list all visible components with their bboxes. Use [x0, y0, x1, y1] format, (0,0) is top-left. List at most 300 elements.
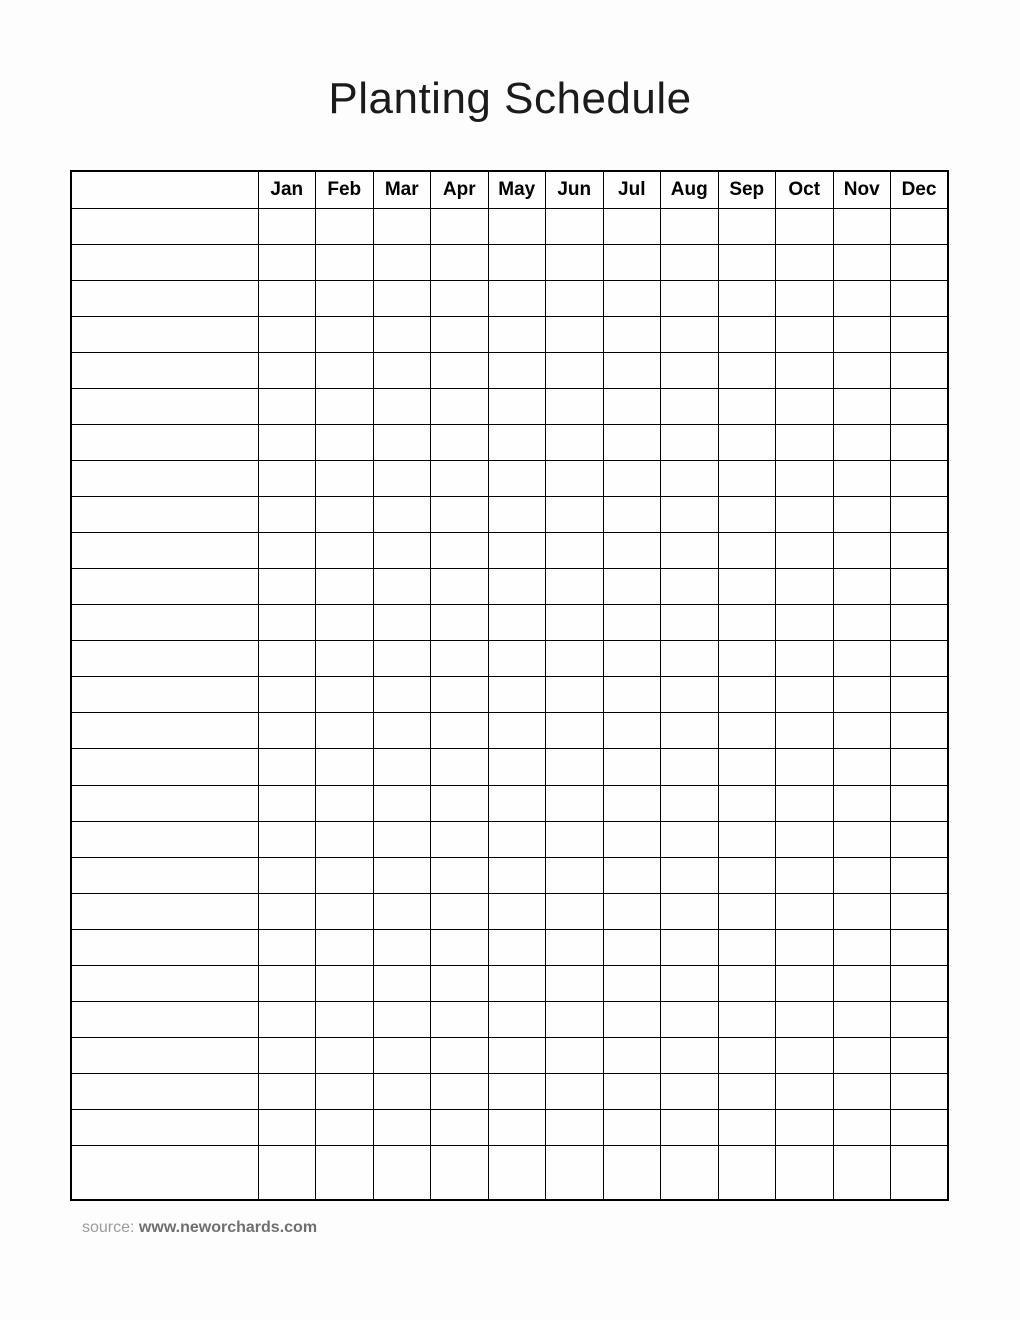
schedule-cell-jul — [603, 533, 661, 569]
schedule-cell-jan — [258, 388, 316, 424]
schedule-cell-jan — [258, 1001, 316, 1037]
schedule-cell-feb — [316, 785, 374, 821]
table-row — [71, 893, 948, 929]
schedule-cell-jan — [258, 929, 316, 965]
schedule-cell-feb — [316, 821, 374, 857]
schedule-cell-mar — [373, 460, 431, 496]
schedule-cell-jan — [258, 460, 316, 496]
schedule-cell-nov — [833, 460, 891, 496]
plant-name-cell — [71, 533, 258, 569]
schedule-cell-jun — [546, 388, 604, 424]
schedule-cell-apr — [431, 677, 489, 713]
schedule-cell-dec — [891, 1037, 949, 1073]
schedule-cell-nov — [833, 605, 891, 641]
schedule-cell-mar — [373, 1037, 431, 1073]
schedule-cell-nov — [833, 929, 891, 965]
plant-name-cell — [71, 1146, 258, 1200]
schedule-cell-oct — [776, 244, 834, 280]
schedule-cell-sep — [718, 1146, 776, 1200]
schedule-cell-may — [488, 244, 546, 280]
schedule-cell-apr — [431, 316, 489, 352]
header-row — [71, 171, 948, 208]
schedule-cell-jul — [603, 1074, 661, 1110]
schedule-cell-aug — [661, 677, 719, 713]
schedule-cell-sep — [718, 280, 776, 316]
schedule-cell-nov — [833, 641, 891, 677]
schedule-cell-jan — [258, 208, 316, 244]
table-body — [71, 208, 948, 1200]
schedule-cell-nov — [833, 497, 891, 533]
schedule-cell-mar — [373, 641, 431, 677]
schedule-cell-apr — [431, 1146, 489, 1200]
schedule-cell-may — [488, 388, 546, 424]
schedule-cell-may — [488, 929, 546, 965]
plant-name-cell — [71, 965, 258, 1001]
schedule-cell-jul — [603, 605, 661, 641]
schedule-cell-may — [488, 316, 546, 352]
schedule-cell-aug — [661, 1074, 719, 1110]
schedule-cell-feb — [316, 857, 374, 893]
schedule-cell-jun — [546, 929, 604, 965]
schedule-cell-apr — [431, 821, 489, 857]
table-row — [71, 1074, 948, 1110]
schedule-cell-feb — [316, 569, 374, 605]
schedule-cell-may — [488, 424, 546, 460]
schedule-cell-may — [488, 785, 546, 821]
plant-name-cell — [71, 352, 258, 388]
schedule-cell-sep — [718, 1074, 776, 1110]
schedule-cell-jul — [603, 929, 661, 965]
schedule-cell-dec — [891, 713, 949, 749]
table-row — [71, 929, 948, 965]
schedule-cell-sep — [718, 893, 776, 929]
schedule-cell-feb — [316, 1037, 374, 1073]
schedule-cell-sep — [718, 965, 776, 1001]
schedule-cell-feb — [316, 1001, 374, 1037]
schedule-cell-aug — [661, 965, 719, 1001]
schedule-cell-jan — [258, 1074, 316, 1110]
schedule-cell-jun — [546, 785, 604, 821]
schedule-cell-apr — [431, 460, 489, 496]
schedule-cell-jun — [546, 497, 604, 533]
schedule-cell-sep — [718, 713, 776, 749]
schedule-cell-mar — [373, 893, 431, 929]
schedule-cell-aug — [661, 713, 719, 749]
schedule-cell-jun — [546, 569, 604, 605]
schedule-cell-apr — [431, 388, 489, 424]
schedule-cell-apr — [431, 785, 489, 821]
schedule-cell-dec — [891, 821, 949, 857]
table-row — [71, 460, 948, 496]
schedule-cell-apr — [431, 857, 489, 893]
schedule-cell-aug — [661, 497, 719, 533]
schedule-cell-jun — [546, 1001, 604, 1037]
plant-name-cell — [71, 1037, 258, 1073]
plant-name-cell — [71, 460, 258, 496]
table-row — [71, 316, 948, 352]
table-row — [71, 713, 948, 749]
schedule-cell-mar — [373, 929, 431, 965]
plant-name-cell — [71, 388, 258, 424]
plant-name-cell — [71, 893, 258, 929]
month-header-dec: Dec — [891, 171, 949, 208]
schedule-cell-jun — [546, 424, 604, 460]
schedule-cell-mar — [373, 1110, 431, 1146]
schedule-cell-oct — [776, 569, 834, 605]
schedule-cell-aug — [661, 316, 719, 352]
schedule-cell-sep — [718, 244, 776, 280]
schedule-cell-nov — [833, 965, 891, 1001]
schedule-cell-may — [488, 352, 546, 388]
table-row — [71, 569, 948, 605]
schedule-cell-nov — [833, 244, 891, 280]
schedule-cell-sep — [718, 388, 776, 424]
schedule-cell-mar — [373, 244, 431, 280]
schedule-cell-jul — [603, 497, 661, 533]
schedule-cell-jul — [603, 1110, 661, 1146]
schedule-cell-mar — [373, 1146, 431, 1200]
schedule-cell-mar — [373, 569, 431, 605]
schedule-cell-nov — [833, 677, 891, 713]
schedule-cell-jun — [546, 821, 604, 857]
schedule-cell-jan — [258, 569, 316, 605]
schedule-cell-mar — [373, 1001, 431, 1037]
schedule-cell-dec — [891, 857, 949, 893]
schedule-cell-oct — [776, 857, 834, 893]
plant-name-cell — [71, 244, 258, 280]
schedule-cell-feb — [316, 641, 374, 677]
schedule-cell-jan — [258, 713, 316, 749]
schedule-cell-may — [488, 1146, 546, 1200]
schedule-cell-sep — [718, 1110, 776, 1146]
schedule-cell-apr — [431, 497, 489, 533]
schedule-cell-jan — [258, 893, 316, 929]
table-row — [71, 208, 948, 244]
schedule-cell-sep — [718, 857, 776, 893]
schedule-cell-feb — [316, 208, 374, 244]
schedule-cell-dec — [891, 533, 949, 569]
schedule-cell-aug — [661, 1037, 719, 1073]
schedule-cell-apr — [431, 352, 489, 388]
schedule-cell-apr — [431, 280, 489, 316]
schedule-cell-feb — [316, 1074, 374, 1110]
schedule-cell-jan — [258, 1037, 316, 1073]
table-row — [71, 749, 948, 785]
schedule-cell-may — [488, 208, 546, 244]
schedule-cell-dec — [891, 1074, 949, 1110]
table-row — [71, 244, 948, 280]
schedule-cell-nov — [833, 1146, 891, 1200]
schedule-cell-oct — [776, 677, 834, 713]
schedule-cell-may — [488, 821, 546, 857]
schedule-cell-may — [488, 677, 546, 713]
planting-schedule-table — [70, 170, 949, 1201]
schedule-cell-sep — [718, 821, 776, 857]
schedule-cell-jul — [603, 857, 661, 893]
table-row — [71, 857, 948, 893]
schedule-cell-may — [488, 1001, 546, 1037]
schedule-cell-jan — [258, 857, 316, 893]
schedule-cell-dec — [891, 641, 949, 677]
month-header-aug: Aug — [661, 171, 719, 208]
schedule-cell-jan — [258, 1146, 316, 1200]
schedule-cell-may — [488, 497, 546, 533]
schedule-cell-jan — [258, 424, 316, 460]
schedule-cell-jun — [546, 605, 604, 641]
table-row — [71, 641, 948, 677]
schedule-cell-sep — [718, 460, 776, 496]
schedule-cell-dec — [891, 497, 949, 533]
schedule-cell-mar — [373, 1074, 431, 1110]
plant-name-cell — [71, 929, 258, 965]
schedule-cell-jan — [258, 352, 316, 388]
schedule-cell-mar — [373, 424, 431, 460]
table-row — [71, 1110, 948, 1146]
schedule-cell-nov — [833, 352, 891, 388]
schedule-cell-jan — [258, 677, 316, 713]
table-row — [71, 1037, 948, 1073]
schedule-cell-jun — [546, 749, 604, 785]
schedule-cell-jul — [603, 280, 661, 316]
schedule-cell-apr — [431, 424, 489, 460]
schedule-cell-may — [488, 1037, 546, 1073]
schedule-cell-jun — [546, 280, 604, 316]
schedule-cell-dec — [891, 893, 949, 929]
month-header-oct: Oct — [776, 171, 834, 208]
schedule-cell-apr — [431, 1074, 489, 1110]
schedule-cell-dec — [891, 605, 949, 641]
schedule-cell-jan — [258, 641, 316, 677]
schedule-cell-jan — [258, 749, 316, 785]
schedule-cell-apr — [431, 533, 489, 569]
schedule-cell-feb — [316, 1146, 374, 1200]
schedule-cell-jul — [603, 965, 661, 1001]
schedule-cell-jan — [258, 316, 316, 352]
schedule-cell-mar — [373, 965, 431, 1001]
source-attribution — [82, 1217, 317, 1239]
table-row — [71, 352, 948, 388]
schedule-cell-dec — [891, 569, 949, 605]
schedule-cell-sep — [718, 605, 776, 641]
schedule-cell-oct — [776, 424, 834, 460]
schedule-cell-feb — [316, 352, 374, 388]
schedule-cell-apr — [431, 929, 489, 965]
schedule-cell-apr — [431, 1110, 489, 1146]
schedule-cell-jan — [258, 785, 316, 821]
schedule-cell-may — [488, 857, 546, 893]
schedule-cell-feb — [316, 244, 374, 280]
plant-name-cell — [71, 857, 258, 893]
schedule-cell-aug — [661, 244, 719, 280]
month-header-sep: Sep — [718, 171, 776, 208]
schedule-cell-aug — [661, 857, 719, 893]
schedule-cell-oct — [776, 929, 834, 965]
schedule-cell-jan — [258, 533, 316, 569]
plant-name-cell — [71, 677, 258, 713]
schedule-cell-may — [488, 1110, 546, 1146]
schedule-cell-jul — [603, 569, 661, 605]
schedule-cell-dec — [891, 460, 949, 496]
schedule-cell-feb — [316, 460, 374, 496]
schedule-cell-oct — [776, 208, 834, 244]
schedule-cell-feb — [316, 965, 374, 1001]
schedule-cell-jun — [546, 1074, 604, 1110]
schedule-cell-nov — [833, 316, 891, 352]
schedule-cell-apr — [431, 1001, 489, 1037]
plant-name-cell — [71, 208, 258, 244]
schedule-cell-oct — [776, 965, 834, 1001]
schedule-cell-may — [488, 460, 546, 496]
schedule-cell-nov — [833, 893, 891, 929]
plant-name-cell — [71, 641, 258, 677]
table-row — [71, 965, 948, 1001]
schedule-cell-dec — [891, 352, 949, 388]
schedule-cell-jun — [546, 352, 604, 388]
schedule-cell-aug — [661, 569, 719, 605]
schedule-cell-may — [488, 1074, 546, 1110]
schedule-cell-oct — [776, 280, 834, 316]
schedule-cell-oct — [776, 713, 834, 749]
schedule-cell-jul — [603, 821, 661, 857]
schedule-cell-aug — [661, 1110, 719, 1146]
schedule-cell-may — [488, 893, 546, 929]
schedule-cell-jan — [258, 280, 316, 316]
schedule-cell-aug — [661, 388, 719, 424]
schedule-cell-apr — [431, 749, 489, 785]
schedule-cell-apr — [431, 605, 489, 641]
schedule-cell-sep — [718, 785, 776, 821]
plant-name-cell — [71, 1074, 258, 1110]
schedule-cell-jun — [546, 533, 604, 569]
schedule-cell-aug — [661, 460, 719, 496]
schedule-cell-aug — [661, 893, 719, 929]
schedule-cell-dec — [891, 1110, 949, 1146]
schedule-cell-jun — [546, 460, 604, 496]
schedule-cell-dec — [891, 1146, 949, 1200]
schedule-cell-apr — [431, 965, 489, 1001]
schedule-cell-may — [488, 641, 546, 677]
plant-name-cell — [71, 316, 258, 352]
schedule-cell-oct — [776, 605, 834, 641]
schedule-cell-dec — [891, 929, 949, 965]
schedule-cell-nov — [833, 388, 891, 424]
schedule-cell-feb — [316, 1110, 374, 1146]
schedule-cell-aug — [661, 424, 719, 460]
schedule-cell-dec — [891, 677, 949, 713]
schedule-cell-nov — [833, 821, 891, 857]
schedule-cell-jun — [546, 857, 604, 893]
schedule-cell-jan — [258, 497, 316, 533]
schedule-cell-mar — [373, 605, 431, 641]
schedule-cell-jul — [603, 316, 661, 352]
schedule-cell-nov — [833, 208, 891, 244]
schedule-cell-feb — [316, 316, 374, 352]
schedule-cell-sep — [718, 497, 776, 533]
schedule-cell-dec — [891, 1001, 949, 1037]
schedule-cell-dec — [891, 749, 949, 785]
table-row — [71, 280, 948, 316]
schedule-cell-apr — [431, 893, 489, 929]
month-header-may: May — [488, 171, 546, 208]
schedule-cell-nov — [833, 1074, 891, 1110]
schedule-cell-jul — [603, 244, 661, 280]
schedule-cell-nov — [833, 1110, 891, 1146]
schedule-cell-jan — [258, 821, 316, 857]
table-row — [71, 388, 948, 424]
schedule-cell-jul — [603, 641, 661, 677]
plant-name-cell — [71, 713, 258, 749]
schedule-cell-mar — [373, 280, 431, 316]
schedule-cell-sep — [718, 316, 776, 352]
schedule-cell-jul — [603, 893, 661, 929]
schedule-cell-dec — [891, 424, 949, 460]
schedule-cell-oct — [776, 749, 834, 785]
schedule-cell-oct — [776, 533, 834, 569]
schedule-cell-mar — [373, 857, 431, 893]
table-header — [71, 171, 948, 208]
table-row — [71, 424, 948, 460]
schedule-cell-sep — [718, 929, 776, 965]
schedule-cell-oct — [776, 316, 834, 352]
schedule-cell-apr — [431, 713, 489, 749]
schedule-cell-mar — [373, 785, 431, 821]
schedule-cell-feb — [316, 749, 374, 785]
schedule-cell-mar — [373, 533, 431, 569]
schedule-cell-aug — [661, 352, 719, 388]
schedule-cell-oct — [776, 893, 834, 929]
schedule-cell-jul — [603, 424, 661, 460]
schedule-cell-sep — [718, 641, 776, 677]
schedule-cell-mar — [373, 713, 431, 749]
schedule-cell-nov — [833, 280, 891, 316]
table-row — [71, 533, 948, 569]
plant-name-cell — [71, 1001, 258, 1037]
schedule-cell-aug — [661, 821, 719, 857]
schedule-cell-mar — [373, 821, 431, 857]
schedule-cell-apr — [431, 569, 489, 605]
schedule-cell-oct — [776, 460, 834, 496]
schedule-cell-sep — [718, 569, 776, 605]
schedule-cell-jul — [603, 352, 661, 388]
schedule-cell-mar — [373, 497, 431, 533]
schedule-cell-jun — [546, 1110, 604, 1146]
schedule-cell-aug — [661, 1146, 719, 1200]
schedule-cell-oct — [776, 497, 834, 533]
month-header-mar: Mar — [373, 171, 431, 208]
month-header-jun: Jun — [546, 171, 604, 208]
schedule-cell-aug — [661, 785, 719, 821]
table-row — [71, 497, 948, 533]
schedule-cell-dec — [891, 316, 949, 352]
schedule-cell-jul — [603, 1001, 661, 1037]
schedule-cell-sep — [718, 677, 776, 713]
schedule-cell-aug — [661, 208, 719, 244]
schedule-cell-nov — [833, 857, 891, 893]
plant-name-column-header — [71, 171, 258, 208]
schedule-cell-jul — [603, 1146, 661, 1200]
month-header-nov: Nov — [833, 171, 891, 208]
plant-name-cell — [71, 424, 258, 460]
schedule-cell-may — [488, 280, 546, 316]
schedule-cell-jun — [546, 677, 604, 713]
schedule-cell-oct — [776, 1146, 834, 1200]
schedule-cell-nov — [833, 1001, 891, 1037]
schedule-cell-sep — [718, 749, 776, 785]
schedule-cell-jul — [603, 460, 661, 496]
table-row — [71, 677, 948, 713]
schedule-cell-dec — [891, 280, 949, 316]
schedule-cell-jun — [546, 1146, 604, 1200]
